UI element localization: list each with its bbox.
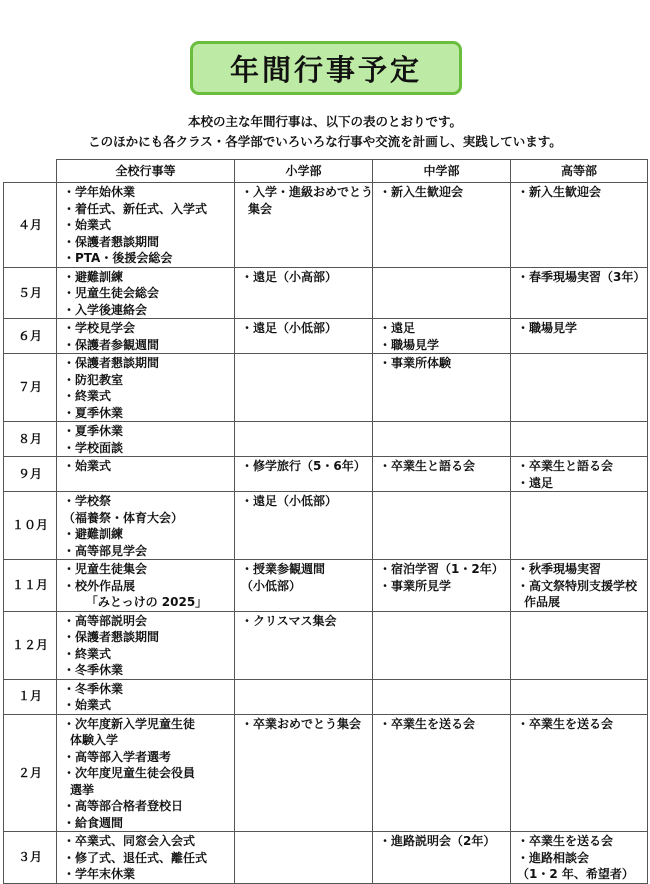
event-item: ・春季現場実習（3年） <box>517 269 646 284</box>
event-item: ・保護者懇談期間 <box>63 234 160 249</box>
event-item: ・防犯教室 <box>63 372 124 387</box>
event-item: ・次年度児童生徒会役員 <box>63 766 196 780</box>
event-item: （小低部） <box>241 578 302 593</box>
junior-high-cell <box>373 183 511 268</box>
elementary-cell <box>235 492 373 560</box>
month-cell: ９月 <box>4 457 57 492</box>
event-item: ・卒業生と語る会 <box>517 459 614 473</box>
elementary-cell <box>235 422 373 457</box>
month-cell: ６月 <box>4 319 57 354</box>
event-item: ・冬季休業 <box>63 681 124 696</box>
event-item: ・高等部説明会 <box>63 613 148 628</box>
high-school-cell <box>511 714 648 832</box>
event-item: ・卒業生と語る会 <box>379 459 476 473</box>
event-item: ・職場見学 <box>379 337 440 352</box>
junior-high-cell <box>373 457 511 492</box>
school-wide-cell <box>57 492 235 560</box>
junior-high-cell <box>373 422 511 457</box>
month-cell: ２月 <box>4 714 57 832</box>
table-row <box>4 422 648 457</box>
event-item: ・保護者懇談期間 <box>63 356 160 370</box>
event-item: （福養祭・体育大会） <box>63 510 184 525</box>
event-item: ・卒業式、同窓会入会式 <box>63 834 196 848</box>
elementary-cell <box>235 679 373 714</box>
event-item: ・進路相談会 <box>517 850 590 865</box>
table-row <box>4 714 648 832</box>
event-item: ・遠足 <box>517 475 554 490</box>
month-cell: １０月 <box>4 492 57 560</box>
table-row <box>4 267 648 319</box>
school-wide-cell <box>57 560 235 612</box>
event-item: 集会 <box>248 201 273 216</box>
event-item: ・新入生歓迎会 <box>379 185 464 199</box>
high-school-cell <box>511 354 648 422</box>
event-item: ・終業式 <box>63 646 112 661</box>
school-wide-cell <box>57 457 235 492</box>
event-item: ・給食週間 <box>63 815 124 830</box>
event-item: ・高等部入学者選考 <box>63 749 172 764</box>
month-cell: １１月 <box>4 560 57 612</box>
school-wide-cell <box>57 611 235 679</box>
event-item: ・事業所体験 <box>379 356 452 370</box>
event-item: ・避難訓練 <box>63 269 124 284</box>
event-item: ・卒業おめでとう集会 <box>241 716 362 731</box>
event-item: ・卒業生を送る会 <box>379 716 476 731</box>
elementary-cell <box>235 832 373 884</box>
junior-high-cell <box>373 611 511 679</box>
table-row <box>4 832 648 884</box>
school-wide-cell <box>57 422 235 457</box>
intro-line-2: このほかにも各クラス・各学部でいろいろな行事や交流を計画し、実践しています。 <box>88 134 562 149</box>
event-item: ・修了式、退任式、離任式 <box>63 850 208 865</box>
high-school-cell <box>511 832 648 884</box>
event-item: ・遠足（小低部） <box>241 321 338 335</box>
month-cell: ４月 <box>4 183 57 268</box>
page-title: 年間行事予定 <box>229 52 422 87</box>
event-item: ・新入生歓迎会 <box>517 185 602 199</box>
table-row <box>4 354 648 422</box>
event-item: ・着任式、新任式、入学式 <box>63 201 208 216</box>
event-item: ・終業式 <box>63 389 112 403</box>
event-item: ・宿泊学習（1・2年） <box>379 562 504 576</box>
table-row <box>4 611 648 679</box>
event-item: ・修学旅行（5・6年） <box>241 459 366 473</box>
junior-high-cell <box>373 267 511 319</box>
high-school-cell <box>511 267 648 319</box>
header-high-school: 高等部 <box>511 160 648 183</box>
header-row <box>4 160 648 183</box>
high-school-cell <box>511 422 648 457</box>
event-item: ・児童生徒集会 <box>63 562 148 576</box>
elementary-cell <box>235 714 373 832</box>
event-item: ・授業参観週間 <box>241 562 326 576</box>
event-item: ・秋季現場実習 <box>517 562 602 576</box>
school-wide-cell <box>57 183 235 268</box>
junior-high-cell <box>373 492 511 560</box>
event-item: ・保護者参観週間 <box>63 337 160 352</box>
high-school-cell <box>511 560 648 612</box>
event-item: ・高等部合格者登校日 <box>63 799 184 813</box>
event-item: ・事業所見学 <box>379 578 452 593</box>
event-item: ・始業式 <box>63 698 112 712</box>
event-item: ・入学・進級おめでとう <box>241 185 374 199</box>
event-item: ・学校面談 <box>63 440 124 455</box>
table-row <box>4 319 648 354</box>
event-item: ・卒業生を送る会 <box>517 716 614 731</box>
event-item: ・クリスマス集会 <box>241 613 337 628</box>
event-item: （1・2 年、希望者） <box>517 867 634 881</box>
header-junior-high: 中学部 <box>373 160 511 183</box>
event-item: ・始業式 <box>63 218 112 232</box>
table-row <box>4 492 648 560</box>
event-item: ・PTA・後援会総会 <box>63 251 173 265</box>
event-item: ・校外作品展 <box>63 578 136 593</box>
school-wide-cell <box>57 832 235 884</box>
event-item: ・始業式 <box>63 459 112 473</box>
school-wide-cell <box>57 714 235 832</box>
month-cell: １２月 <box>4 611 57 679</box>
event-item: ・高等部見学会 <box>63 543 148 558</box>
table-row <box>4 679 648 714</box>
school-wide-cell <box>57 319 235 354</box>
schedule-table <box>3 159 648 884</box>
elementary-cell <box>235 267 373 319</box>
event-item: ・児童生徒会総会 <box>63 286 160 300</box>
high-school-cell <box>511 183 648 268</box>
event-item: 作品展 <box>524 595 561 609</box>
event-item: ・保護者懇談期間 <box>63 630 160 644</box>
intro-line-1: 本校の主な年間行事は、以下の表のとおりです。 <box>187 114 462 129</box>
school-wide-cell <box>57 267 235 319</box>
event-item: ・職場見学 <box>517 321 578 335</box>
event-item: ・進路説明会（2年） <box>379 834 496 848</box>
header-blank <box>4 160 57 183</box>
event-item: ・夏季休業 <box>63 424 124 438</box>
title-banner <box>190 41 462 95</box>
header-school-wide: 全校行事等 <box>57 160 235 183</box>
event-item: 体験入学 <box>70 733 119 747</box>
event-item: ・学年始休業 <box>63 185 136 199</box>
high-school-cell <box>511 319 648 354</box>
event-item: ・学年末休業 <box>63 867 136 881</box>
event-item: ・冬季休業 <box>63 663 124 677</box>
elementary-cell <box>235 560 373 612</box>
elementary-cell <box>235 457 373 492</box>
event-item: ・次年度新入学児童生徒 <box>63 716 196 731</box>
junior-high-cell <box>373 319 511 354</box>
high-school-cell <box>511 611 648 679</box>
event-item: 「みとっけの 2025」 <box>85 595 208 609</box>
table-row <box>4 560 648 612</box>
event-item: ・学校見学会 <box>63 321 136 335</box>
event-item: 選挙 <box>70 782 95 797</box>
header-elementary: 小学部 <box>235 160 373 183</box>
month-cell: ７月 <box>4 354 57 422</box>
event-item: ・入学後連絡会 <box>63 302 148 317</box>
event-item: ・高文祭特別支援学校 <box>517 578 638 593</box>
event-item: ・遠足（小高部） <box>241 269 338 284</box>
elementary-cell <box>235 354 373 422</box>
elementary-cell <box>235 319 373 354</box>
event-item: ・遠足 <box>379 321 416 335</box>
elementary-cell <box>235 611 373 679</box>
high-school-cell <box>511 679 648 714</box>
junior-high-cell <box>373 714 511 832</box>
month-cell: ３月 <box>4 832 57 884</box>
table-row <box>4 183 648 268</box>
event-item: ・避難訓練 <box>63 527 124 541</box>
event-item: ・卒業生を送る会 <box>517 834 614 848</box>
school-wide-cell <box>57 679 235 714</box>
high-school-cell <box>511 492 648 560</box>
high-school-cell <box>511 457 648 492</box>
month-cell: ５月 <box>4 267 57 319</box>
junior-high-cell <box>373 679 511 714</box>
elementary-cell <box>235 183 373 268</box>
month-cell: １月 <box>4 679 57 714</box>
junior-high-cell <box>373 832 511 884</box>
event-item: ・夏季休業 <box>63 405 124 420</box>
school-wide-cell <box>57 354 235 422</box>
junior-high-cell <box>373 354 511 422</box>
event-item: ・遠足（小低部） <box>241 494 338 508</box>
event-item: ・学校祭 <box>63 494 112 508</box>
table-row <box>4 457 648 492</box>
junior-high-cell <box>373 560 511 612</box>
month-cell: ８月 <box>4 422 57 457</box>
